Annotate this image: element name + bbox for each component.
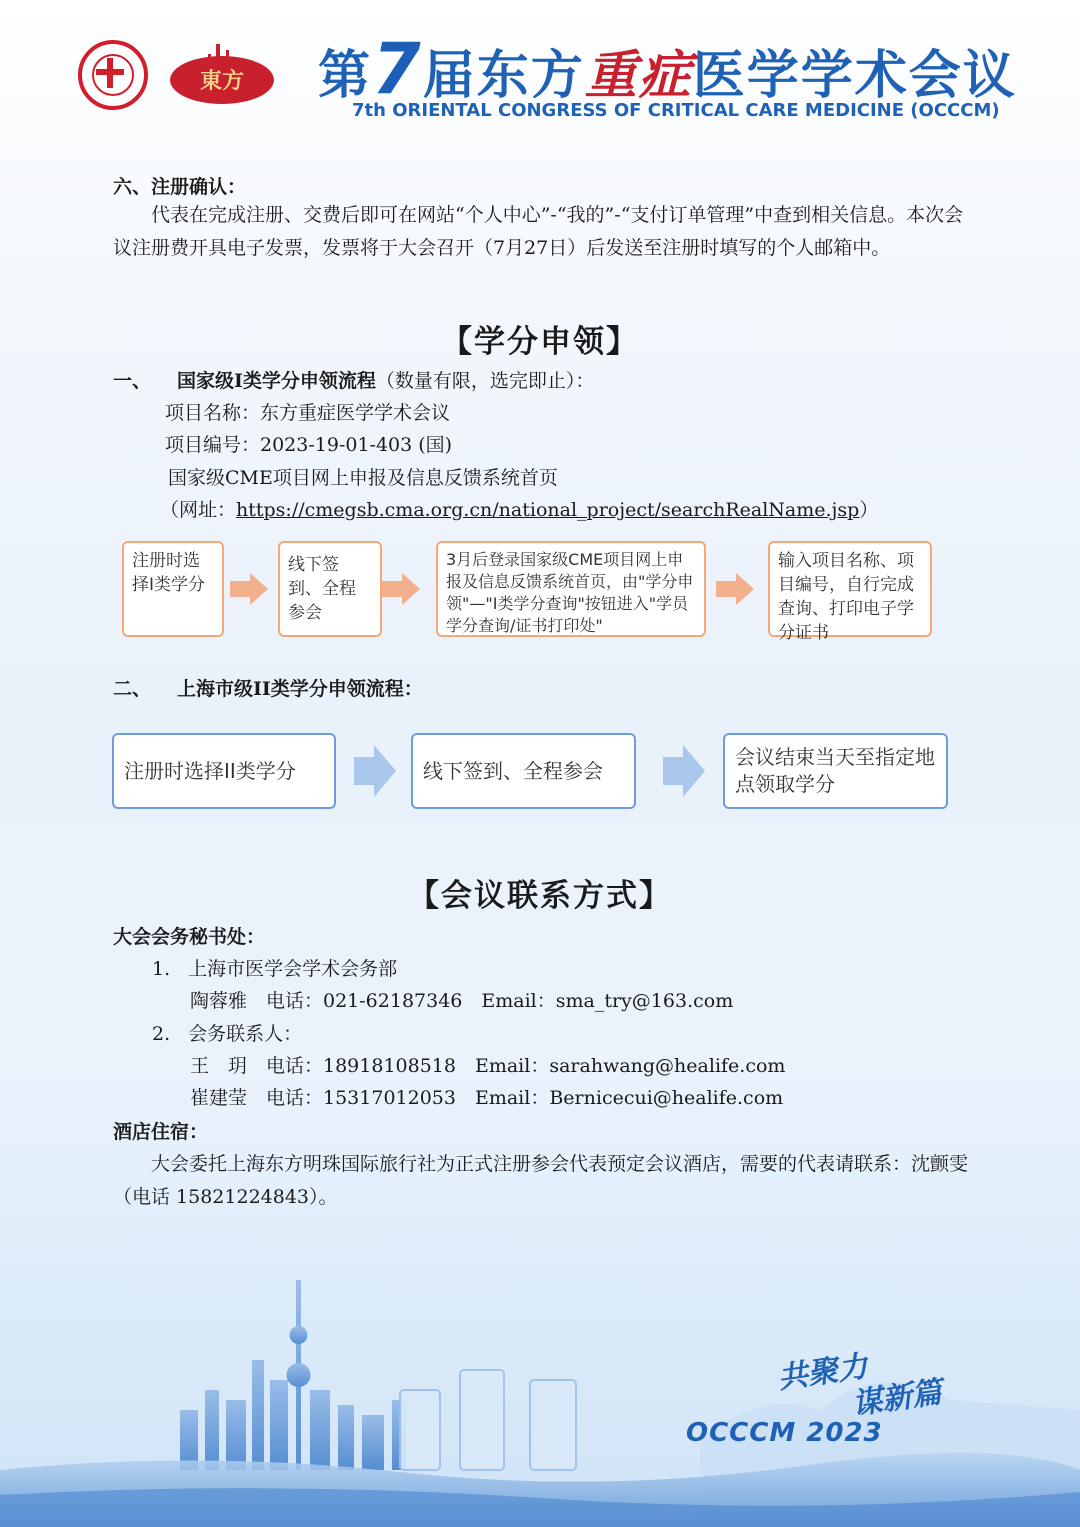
flow-arrow-icon [250,573,268,605]
national-step-4: 输入项目名称、项目编号，自行完成查询、打印电子学分证书 [768,541,932,637]
shanghai-step-1: 注册时选择II类学分 [112,733,336,809]
national-step-2: 线下签到、全程参会 [278,541,382,637]
east-logo-text: 東方 [199,68,245,94]
shanghai-medical-association-logo [78,40,148,110]
flow-arrow-icon [736,573,754,605]
contact-item-2: 2. 会务联系人： [152,1023,303,1045]
contact-item-1: 1. 上海市医学会学术会务部 [152,958,398,980]
shanghai-credit-heading: 二、 上海市级II类学分申领流程： [113,678,423,700]
credits-title: 【学分申领】 [441,324,639,360]
national-step-1: 注册时选择I类学分 [122,541,224,637]
national-credit-heading: 一、 国家级I类学分申领流程（数量有限，选完即止）： [113,370,595,392]
flow-arrow-icon [402,573,420,605]
contact-title: 【会议联系方式】 [408,878,672,914]
flow-arrow-icon [683,745,705,797]
contact-person-1: 王 玥 电话：18918108518 Email：sarahwang@healife.com [190,1055,786,1077]
congress-title-en: 7th ORIENTAL CONGRESS OF CRITICAL CARE MEDICINE (OCCCM) [352,100,1000,121]
occcm-2023-brand: OCCCM 2023 [686,1418,883,1448]
project-code: 项目编号：2023-19-01-403 (国) [165,434,453,456]
hotel-body: 大会委托上海东方明珠国际旅行社为正式注册参会代表预定会议酒店，需要的代表请联系：沈颤雯（电话 15821224843）。 [113,1153,969,1208]
cme-url-link[interactable]: https://cmegsb.cma.org.cn/national_project/searchRealName.jsp [236,499,860,521]
congress-title: 第7届东方重症医学学术会议 [318,28,1017,110]
shanghai-step-3: 会议结束当天至指定地点领取学分 [723,733,948,809]
hotel-heading: 酒店住宿： [113,1121,209,1143]
national-step-3: 3月后登录国家级CME项目网上申报及信息反馈系统首页，由"学分申领"—"I类学分查询"按钮进入"学员学分查询/证书打印处" [436,541,706,637]
cme-system-name: 国家级CME项目网上申报及信息反馈系统首页 [168,467,558,489]
slogan: 共聚力 谋新篇 [775,1348,945,1423]
secretariat-heading: 大会会务秘书处： [113,926,266,948]
oriental-series-logo [160,40,275,108]
shanghai-step-2: 线下签到、全程参会 [411,733,636,809]
contact-person-2: 崔建莹 电话：15317012053 Email：Bernicecui@healife.com [190,1087,784,1109]
contact-item-1-detail: 陶蓉雅 电话：021-62187346 Email：sma_try@163.com [190,990,734,1012]
registration-heading: 六、注册确认： [113,176,247,198]
flow-arrow-icon [374,745,396,797]
project-name: 项目名称：东方重症医学学术会议 [165,402,451,424]
registration-body: 代表在完成注册、交费后即可在网站“个人中心”-“我的”-“支付订单管理”中查到相关信息。本次会议注册费开具电子发票，发票将于大会召开（7月27日）后发送至注册时填写的个人邮箱中。 [113,204,964,259]
cme-url-line: （网址：https://cmegsb.cma.org.cn/national_project/searchRealName.jsp） [160,499,879,521]
